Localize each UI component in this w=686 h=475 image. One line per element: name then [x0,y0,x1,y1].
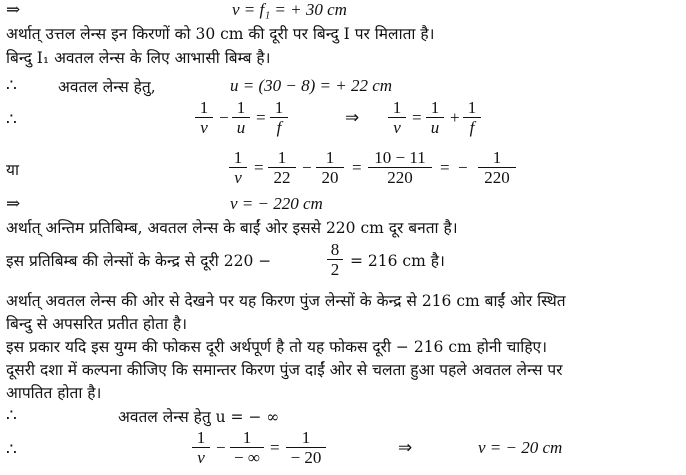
fraction-1-v-b: $\frac{1}{v}$ [388,98,406,137]
frac-l17-2: 1 − ∞ [230,428,264,467]
frac-l17-3: $\frac{1}{- 20}$ [286,428,326,467]
equals-op: = [256,108,266,127]
object-distance-eq: u = (30 − 8) = + 22 cm [230,76,393,95]
frac-l7-1: $\frac{1}{v}$ [229,148,247,187]
fraction-1-f-b: $\frac{1}{f}$ [463,98,481,137]
l7-eq1: = [254,158,264,177]
fraction-1-v: $\frac{1}{v}$ [195,98,213,137]
text-line-distance-post: = 216 cm है। [350,252,445,270]
frac-l7-3: $\frac{1}{20}$ [316,148,344,187]
image-distance-eq: v = − 220 cm [230,194,323,213]
frac-l17-1: $\frac{1}{v}$ [192,428,210,467]
para-line-3: इस प्रकार यदि इस युग्म की फोकस दूरी अर्थपूर्ण है तो यह फोकस दूरी − 216 cm होनी चाहिए। [6,338,547,356]
para-line-2: बिन्दु से अपसरित प्रतीत होता है। [6,315,188,333]
text-line-convex-lens: अर्थात् उत्तल लेन्स इन किरणों को 30 cm की दूरी पर बिन्दु I पर मिलाता है। [6,25,435,43]
l7-eq2: = [352,158,362,177]
frac-8-2: $\frac{8}{2}$ [327,240,343,279]
text-line-final-image: अर्थात् अन्तिम प्रतिबिम्ब, अवतल लेन्स के बाईं ओर इससे 220 cm दूर बनता है। [6,219,458,237]
equals-op-2: = [412,108,422,127]
fraction-1-f: $\frac{1}{f}$ [270,98,288,137]
implies-symbol-4: ⇒ [398,438,413,457]
implies-symbol-2: ⇒ [345,108,360,127]
l7-minus: − [302,158,312,177]
implies-symbol: ⇒ [6,0,21,19]
fraction-1-u-b: $\frac{1}{u}$ [426,98,444,137]
l7-minus2: − [458,158,468,177]
therefore-symbol-2: ∴ [6,110,17,129]
l17-eq: = [270,438,280,457]
frac-l7-4: $\frac{10 - 11}{220}$ [368,148,432,187]
minus-op: − [219,108,229,127]
result-eq: v = − 20 cm [478,438,563,457]
text-line-virtual-object: बिन्दु I₁ अवतल लेन्स के लिए आभासी बिम्ब है। [6,49,271,67]
concave-lens-label: अवतल लेन्स हेतु, [58,78,156,96]
text-line-distance-pre: इस प्रतिबिम्ब की लेन्सों के केन्द्र से दूरी 220 − [6,252,272,270]
ya-label: या [6,161,20,179]
therefore-symbol-3: ∴ [6,406,17,425]
l17-minus: − [216,438,226,457]
para-line-5: आपतित होता है। [6,384,102,402]
concave-lens-infinity: अवतल लेन्स हेतु u = − ∞ [118,408,280,426]
fraction-1-u: $\frac{1}{u}$ [232,98,250,137]
therefore-symbol-4: ∴ [6,440,17,459]
frac-l7-2: $\frac{1}{22}$ [268,148,296,187]
l7-eq3: = [440,158,450,177]
para-line-1: अर्थात् अवतल लेन्स की ओर से देखने पर यह किरण पुंज लेन्सों के केन्द्र से 216 cm बाईं ओर स्थित [6,292,566,310]
para-line-4: दूसरी दशा में कल्पना कीजिए कि समान्तर किरण पुंज दाईं ओर से चलता हुआ पहले अवतल लेन्स पर [6,361,563,379]
frac-l7-5: $\frac{1}{220}$ [478,148,516,187]
focal-equation: v = f₁ = + 30 cm [232,0,347,19]
therefore-symbol: ∴ [6,76,17,95]
plus-op: + [450,108,460,127]
implies-symbol-3: ⇒ [6,194,21,213]
